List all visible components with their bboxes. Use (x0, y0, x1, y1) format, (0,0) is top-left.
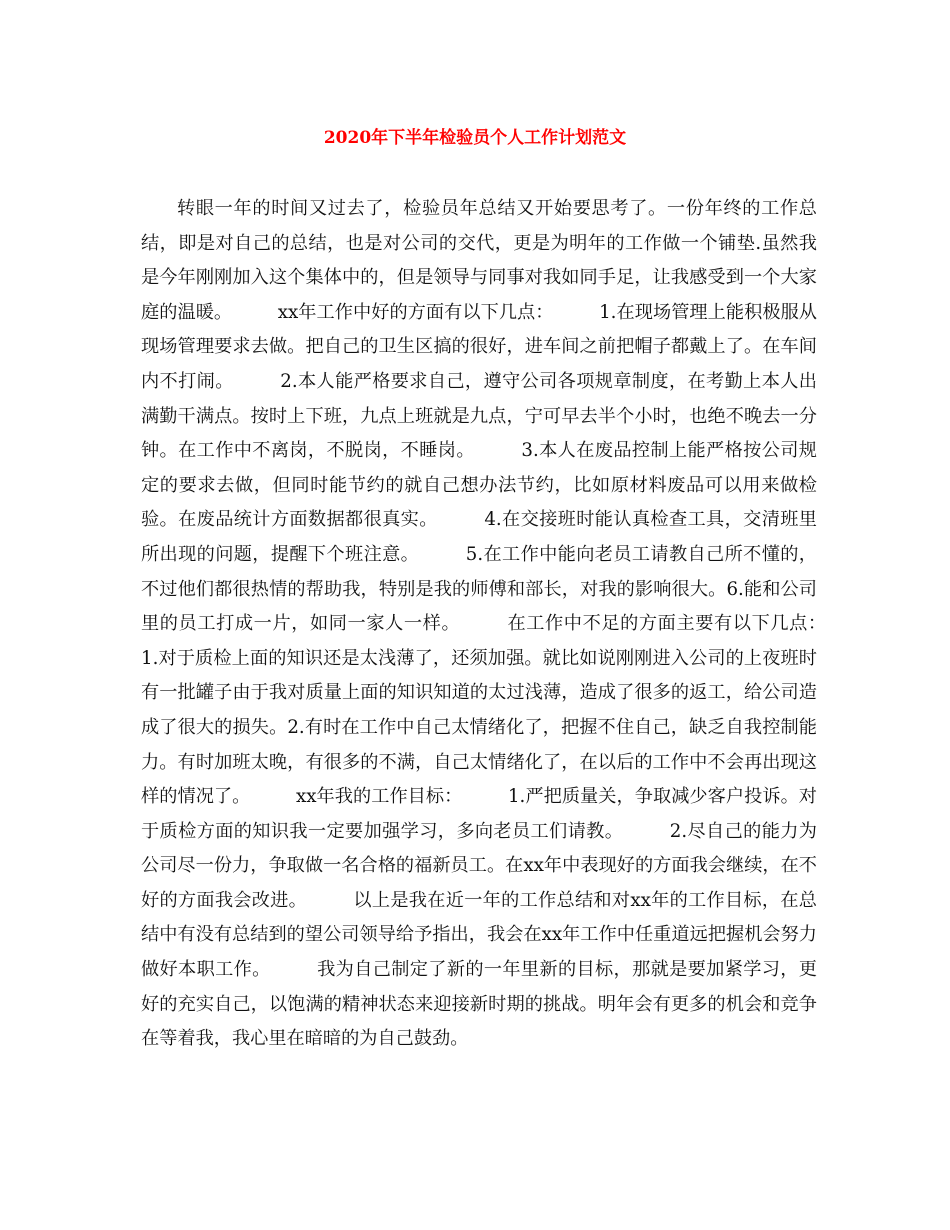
document-body-paragraph: 转眼一年的时间又过去了，检验员年总结又开始要思考了。一份年终的工作总结，即是对自己的总结，也是对公司的交代，更是为明年的工作做一个铺垫.虽然我是今年刚刚加入这个集体中的，但是领导与同事对我如同手足，让我感受到一个大家庭的温暖。 xx年工作中好的方面有以下几点： 1.在现场管理上能积极服从现场管理要求去做。把自己的卫生区搞的很好，进车间之前把帽子都戴上了。在车间内不打闹。 2.本人能严格要求自己，遵守公司各项规章制度，在考勤上本人出满勤干满点。按时上下班，九点上班就是九点，宁可早去半个小时，也绝不晚去一分钟。在工作中不离岗，不脱岗，不睡岗。 3.本人在废品控制上能严格按公司规定的要求去做，但同时能节约的就自己想办法节约，比如原材料废品可以用来做检验。在废品统计方面数据都很真实。 4.在交接班时能认真检查工具，交清班里所出现的问题，提醒下个班注意。 5.在工作中能向老员工请教自己所不懂的，不过他们都很热情的帮助我，特别是我的师傅和部长，对我的影响很大。6.能和公司里的员工打成一片，如同一家人一样。 在工作中不足的方面主要有以下几点： 1.对于质检上面的知识还是太浅薄了，还须加强。就比如说刚刚进入公司的上夜班时有一批罐子由于我对质量上面的知识知道的太过浅薄，造成了很多的返工，给公司造成了很大的损失。2.有时在工作中自己太情绪化了，把握不住自己，缺乏自我控制能力。有时加班太晚，有很多的不满，自己太情绪化了，在以后的工作中不会再出现这样的情况了。 xx年我的工作目标： 1.严把质量关，争取减少客户投诉。对于质检方面的知识我一定要加强学习，多向老员工们请教。 2.尽自己的能力为公司尽一份力，争取做一名合格的福新员工。在xx年中表现好的方面我会继续，在不好的方面我会改进。 以上是我在近一年的工作总结和对xx年的工作目标，在总结中有没有总结到的望公司领导给予指出，我会在xx年工作中任重道远把握机会努力做好本职工作。 我为自己制定了新的一年里新的目标，那就是要加紧学习，更好的充实自己，以饱满的精神状态来迎接新时期的挑战。明年会有更多的机会和竞争在等着我，我心里在暗暗的为自己鼓劲。 (141, 198, 872, 1050)
document-title: 2020年下半年检验员个人工作计划范文 (323, 128, 627, 148)
